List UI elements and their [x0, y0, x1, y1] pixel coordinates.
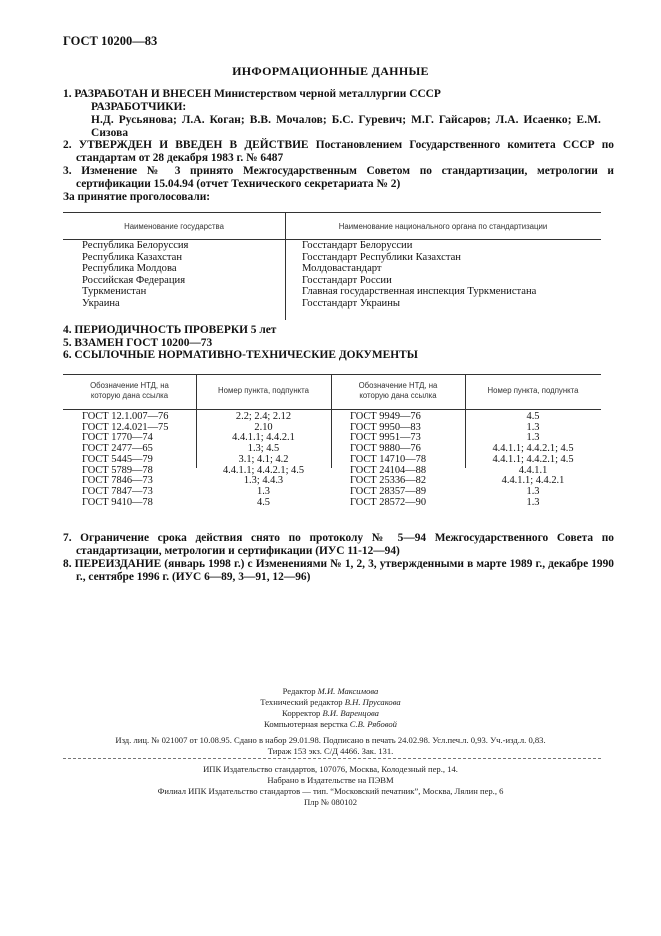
imprint-line: ИПК Издательство стандартов, 107076, Москва, Колодезный пер., 14.: [203, 764, 458, 774]
ref-item: 1.3; 4.5: [247, 443, 280, 455]
ref-item: 2.10: [254, 421, 273, 433]
ref-doc: ГОСТ 9950—83: [350, 421, 421, 433]
ref-item: 4.4.1.1: [518, 464, 548, 476]
ref-doc: ГОСТ 9949—76: [350, 411, 421, 422]
credit-person: В.И. Варенцова: [322, 708, 379, 718]
ref-doc: ГОСТ 7847—73: [82, 485, 153, 497]
ref-item: 1.3: [526, 432, 540, 444]
credit-person: С.В. Рябовой: [349, 719, 397, 729]
ref-item: 1.3: [526, 496, 540, 508]
ref-doc: ГОСТ 12.4.021—75: [82, 421, 169, 433]
standards-body: Госстандарт Украины: [302, 297, 400, 309]
item-1-lead: 1. РАЗРАБОТАН И ВНЕСЕН: [63, 88, 212, 100]
item-2-text: Постановлением Государственного комитета СССР по стандартам от 28 декабря 1983 г. № 6487: [76, 139, 614, 164]
developers-list: Н.Д. Русьянова; Л.А. Коган; В.В. Мочалов; Б.С. Гуревич; М.Г. Гайсаров; Л.А. Исаенко; Е.М. Сизова: [91, 114, 601, 139]
states-column: [82, 240, 188, 310]
ref-doc: ГОСТ 2477—65: [82, 443, 153, 455]
state-name: Республика Молдова: [82, 263, 177, 275]
ref-doc: ГОСТ 28572—90: [350, 496, 427, 508]
ref-item: 4.4.1.1; 4.4.2.1: [232, 432, 295, 444]
state-name: Российская Федерация: [82, 274, 186, 286]
ref-item: 1.3: [526, 421, 540, 433]
ref-item: 4.4.1.1; 4.4.2.1; 4.5: [492, 453, 574, 465]
ref-items-right: [465, 412, 601, 508]
publisher-info: [0, 764, 661, 808]
states-header-country: Наименование государства: [124, 222, 224, 231]
ref-item: 4.4.1.1; 4.4.2.1: [501, 475, 565, 487]
item-1-text: Министерством черной металлургии СССР: [211, 88, 441, 100]
ref-doc: ГОСТ 7846—73: [82, 475, 153, 487]
ref-item: 4.5: [526, 411, 540, 422]
standards-body: Молдовастандарт: [302, 263, 382, 275]
ref-item: 1.3: [526, 485, 540, 497]
ref-header-item-left: Номер пункта, подпункта: [218, 386, 309, 395]
ref-item: 1.3: [257, 485, 270, 497]
ref-doc: ГОСТ 12.1.007—76: [82, 411, 169, 422]
ref-header-doc-line1: Обозначение НТД, на: [358, 381, 438, 390]
credit-editor: [0, 686, 661, 697]
item-2-lead: 2. УТВЕРЖДЕН И ВВЕДЕН В ДЕЙСТВИЕ: [63, 139, 309, 151]
ref-item: 4.5: [257, 496, 270, 508]
ref-item: 2.2; 2.4; 2.12: [235, 411, 292, 422]
ref-docs-left: [82, 412, 168, 508]
item-5: 5. ВЗАМЕН ГОСТ 10200—73: [63, 337, 213, 349]
credit-layout: [0, 719, 661, 730]
ref-doc: ГОСТ 9410—78: [82, 496, 153, 508]
document-code: ГОСТ 10200—83: [63, 34, 158, 48]
voted-label: За принятие проголосовали:: [63, 191, 211, 203]
ref-doc: ГОСТ 9880—76: [350, 443, 421, 455]
ref-header-doc-line2: которую дана ссылка: [359, 391, 437, 400]
imprint-line: Изд. лиц. № 021007 от 10.08.95. Сдано в набор 29.01.98. Подписано в печать 24.02.98. Усл.печ.л. 0,93. Уч.-изд.л. 0,83.: [115, 735, 546, 745]
credit-role: Редактор: [282, 686, 318, 696]
standards-body: Госстандарт Республики Казахстан: [302, 251, 461, 263]
item-4: 4. ПЕРИОДИЧНОСТЬ ПРОВЕРКИ 5 лет: [63, 324, 277, 336]
ref-header-item-right: Номер пункта, подпункта: [487, 386, 579, 395]
standards-body: Госстандарт России: [302, 274, 392, 286]
ref-item: 4.4.1.1; 4.4.2.1; 4.5: [492, 443, 574, 455]
ref-doc: ГОСТ 14710—78: [350, 453, 427, 465]
bodies-column: [302, 240, 536, 310]
ref-header-doc-line1: Обозначение НТД, на: [90, 381, 169, 390]
ref-item: 4.4.1.1; 4.4.2.1; 4.5: [222, 464, 305, 476]
ref-header-doc-right: [331, 381, 465, 401]
references-table: [63, 374, 601, 508]
imprint-line: Тираж 153 экз. С/Д 4466. Зак. 131.: [267, 746, 394, 756]
imprint-line: Набрано в Издательстве на ПЭВМ: [267, 775, 394, 785]
ref-doc: ГОСТ 5445—79: [82, 453, 153, 465]
item-3: 3. Изменение № 3 принято Межгосударственным Советом по стандартизации, метрологии и сертификации 15.04.94 (отчет Технического секретариата № 2): [63, 165, 614, 190]
section-title: ИНФОРМАЦИОННЫЕ ДАННЫЕ: [232, 64, 429, 78]
ref-doc: ГОСТ 25336—82: [350, 475, 427, 487]
credit-role: Компьютерная верстка: [264, 719, 350, 729]
ref-doc: ГОСТ 1770—74: [82, 432, 153, 444]
imprint-line: Филиал ИПК Издательство стандартов — тип. “Московский печатник”, Москва, Лялин пер., 6: [157, 786, 504, 796]
ref-docs-right: [350, 412, 426, 508]
ref-item: 1.3; 4.4.3: [243, 475, 284, 487]
item-6: 6. ССЫЛОЧНЫЕ НОРМАТИВНО-ТЕХНИЧЕСКИЕ ДОКУМЕНТЫ: [63, 349, 418, 361]
credit-role: Технический редактор: [260, 697, 345, 707]
item-1: [63, 88, 601, 140]
state-name: Украина: [82, 297, 120, 309]
ref-doc: ГОСТ 5789—78: [82, 464, 153, 476]
ref-item: 3.1; 4.1; 4.2: [238, 453, 289, 465]
standards-body: Госстандарт Белоруссии: [302, 240, 413, 251]
state-name: Туркменистан: [82, 286, 147, 298]
imprint-line: Плр № 080102: [303, 797, 358, 807]
credit-tech-editor: [0, 697, 661, 708]
ref-doc: ГОСТ 24104—88: [350, 464, 427, 476]
credit-person: М.И. Максимова: [317, 686, 379, 696]
imprint-divider: [63, 758, 601, 759]
credit-role: Корректор: [282, 708, 323, 718]
ref-items-left: [196, 412, 331, 508]
states-header-body: Наименование национального органа по стандартизации: [338, 222, 548, 231]
credits: [0, 686, 661, 730]
credit-person: В.Н. Прусакова: [344, 697, 401, 707]
item-8: 8. ПЕРЕИЗДАНИЕ (январь 1998 г.) с Изменениями № 1, 2, 3, утвержденными в марте 1989 г., декабре 1990 г., сентябре 1996 г. (ИУС 6—89, 3—91, 12—96): [63, 558, 614, 583]
ref-header-doc-line2: которую дана ссылка: [90, 391, 169, 400]
developers-label: РАЗРАБОТЧИКИ:: [91, 101, 187, 113]
ref-doc: ГОСТ 9951—73: [350, 432, 421, 444]
credit-corrector: [0, 708, 661, 719]
state-name: Республика Белоруссия: [82, 240, 189, 251]
item-2: [63, 139, 614, 165]
states-table: [63, 212, 601, 320]
ref-header-doc-left: [63, 381, 196, 401]
item-7: 7. Ограничение срока действия снято по протоколу № 5—94 Межгосударственного Совета по стандартизации, метрологии и сертификации (ИУС 11-12—94): [63, 532, 614, 557]
state-name: Республика Казахстан: [82, 251, 183, 263]
imprint-details: [0, 735, 661, 757]
ref-doc: ГОСТ 28357—89: [350, 485, 427, 497]
standards-body: Главная государственная инспекция Туркменистана: [302, 286, 537, 298]
